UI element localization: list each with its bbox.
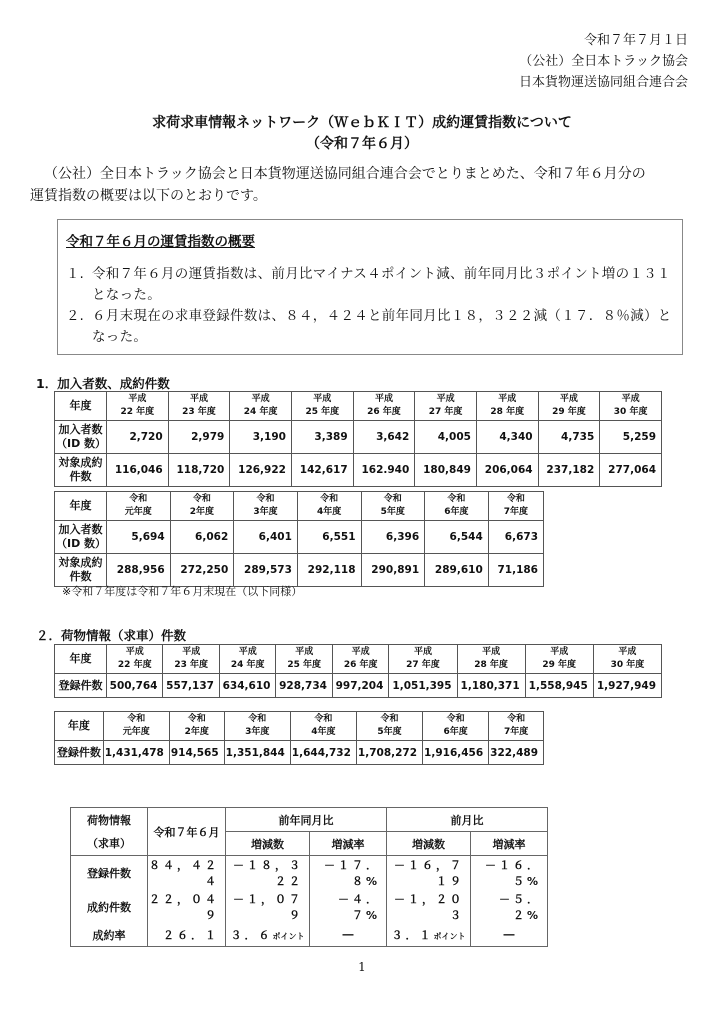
year-label: 30 年度 (613, 407, 648, 417)
yoy-rate-cell: ― (310, 924, 387, 946)
value-cell: 292,118 (297, 554, 361, 587)
current-value: ２２，０４９ (148, 890, 226, 924)
value-cell: 162.940 (353, 454, 415, 487)
summary-item-number: ２. (66, 308, 84, 324)
value-cell: 180,849 (415, 454, 477, 487)
mom-count-cell (387, 924, 471, 946)
year-column-header (291, 392, 353, 421)
year-label: 25 年度 (305, 407, 340, 417)
table-header-row (55, 712, 544, 741)
era-label: 令和 (192, 494, 211, 504)
value-cell: 118,720 (168, 454, 230, 487)
row-label: 登録件数 (71, 856, 148, 891)
value-cell: 71,186 (488, 554, 543, 587)
era-label: 平成 (125, 647, 144, 657)
year-label: 24 年度 (243, 407, 278, 417)
year-label: 26 年度 (343, 660, 378, 670)
era-label: 平成 (550, 647, 569, 657)
year-label: 7年度 (503, 507, 528, 517)
mom-count-value: ３．１ (391, 928, 434, 942)
era-label: 平成 (559, 394, 578, 404)
year-label: 24 年度 (230, 660, 265, 670)
yoy-count-cell (226, 856, 310, 891)
year-column-header (168, 392, 230, 421)
year-column-header (170, 492, 234, 521)
era-label: 平成 (374, 394, 393, 404)
letterhead (519, 30, 688, 93)
era-label: 平成 (498, 394, 517, 404)
year-label: 27 年度 (406, 660, 440, 670)
year-label: 7年度 (503, 727, 529, 737)
yoy-group-header: 前年同月比 (226, 808, 387, 832)
table-row (55, 521, 544, 554)
value-cell: 1,927,949 (593, 674, 661, 698)
era-label: 平成 (618, 647, 637, 657)
year-column-header (107, 645, 163, 674)
row-label: 成約率 (71, 924, 148, 946)
year-column-header (356, 712, 422, 741)
year-label: 28 年度 (474, 660, 508, 670)
year-label: 元年度 (124, 507, 152, 517)
summary-header-row (71, 808, 548, 832)
table-row (55, 421, 662, 454)
year-header-cell: 年度 (55, 712, 104, 741)
year-label: 2年度 (189, 507, 215, 517)
year-column-header (219, 645, 275, 674)
value-cell: 1,351,844 (224, 741, 290, 765)
table-header-row (55, 492, 544, 521)
era-label: 平成 (182, 647, 201, 657)
year-column-header (290, 712, 356, 741)
value-cell: 237,182 (538, 454, 600, 487)
issue-date: 令和７年７月１日 (583, 33, 688, 48)
era-label: 令和 (129, 494, 148, 504)
value-cell: 206,064 (476, 454, 538, 487)
year-column-header (389, 645, 457, 674)
footnote: ※令和７年度は令和７年６月末現在（以下同様） (62, 585, 303, 598)
year-column-header (163, 645, 219, 674)
value-cell: 272,250 (170, 554, 234, 587)
value-cell: 277,064 (600, 454, 662, 487)
era-label: 令和 (127, 714, 146, 724)
year-column-header (415, 392, 477, 421)
value-cell: 1,180,371 (457, 674, 525, 698)
era-label: 令和 (507, 714, 526, 724)
era-label: 令和 (380, 714, 399, 724)
summary-subheader-row (71, 832, 548, 856)
row-label-line: 加入者数 (58, 423, 103, 436)
year-column-header (600, 392, 662, 421)
summary-heading: 令和７年６月の運賃指数の概要 (66, 234, 255, 250)
row-label-cell (55, 454, 107, 487)
corner-label: 荷物情報 (71, 808, 148, 832)
era-label: 平成 (128, 394, 147, 404)
era-label: 令和 (248, 714, 267, 724)
era-label: 平成 (295, 647, 314, 657)
year-column-header (103, 712, 169, 741)
year-label: 4年度 (311, 727, 336, 737)
year-column-header (224, 712, 290, 741)
year-label: 25 年度 (287, 660, 322, 670)
value-cell: 4,340 (476, 421, 538, 454)
era-label: 令和 (447, 494, 466, 504)
row-label-line: 件数 (69, 470, 92, 483)
summary-item-text: 令和７年６月の運賃指数は、前月比マイナス４ポイント減、前年同月比３ポイント増の１３１となった。 (92, 266, 671, 303)
year-header-cell: 年度 (55, 645, 107, 674)
yoy-rate-cell: －１７．８% (310, 856, 387, 891)
value-cell: 142,617 (291, 454, 353, 487)
section-2-title: ２．荷物情報（求車）件数 (36, 628, 187, 643)
era-label: 平成 (251, 394, 270, 404)
value-cell: 997,204 (332, 674, 388, 698)
year-column-header (488, 492, 543, 521)
summary-item (66, 264, 674, 306)
year-label: 29 年度 (542, 660, 577, 670)
value-cell: 126,922 (230, 454, 292, 487)
year-header-cell: 年度 (55, 492, 107, 521)
value-cell: 2,720 (107, 421, 169, 454)
year-label: 22 年度 (120, 407, 155, 417)
year-label: 26 年度 (367, 407, 401, 417)
era-label: 令和 (256, 494, 275, 504)
year-header-cell: 年度 (55, 392, 107, 421)
value-cell: 928,734 (276, 674, 332, 698)
row-label-cell (55, 554, 107, 587)
year-column-header (353, 392, 415, 421)
year-column-header (476, 392, 538, 421)
value-cell: 1,558,945 (525, 674, 593, 698)
summary-item-number: １. (66, 266, 84, 282)
summary-item-text: ６月末現在の求車登録件数は、８４，４２４と前年同月比１８，３２２減（１７．８％減）となった。 (92, 308, 672, 345)
value-cell: 4,735 (538, 421, 600, 454)
mom-rate-cell: －１６．５% (471, 856, 548, 891)
year-label: 28 年度 (490, 407, 525, 417)
mom-rate-header: 増減率 (471, 832, 548, 856)
registrations-table-reiwa (54, 711, 544, 765)
value-cell: 6,551 (297, 521, 361, 554)
value-cell: 4,005 (415, 421, 477, 454)
document-title (0, 113, 724, 155)
table-row (55, 454, 662, 487)
year-label: 30 年度 (610, 660, 645, 670)
value-cell: 6,062 (170, 521, 234, 554)
era-label: 平成 (436, 394, 455, 404)
year-column-header (457, 645, 525, 674)
row-label-line: （ID 数） (56, 537, 107, 550)
year-column-header (425, 492, 489, 521)
yoy-count-header: 増減数 (226, 832, 310, 856)
table-row (55, 741, 544, 765)
year-label: 22 年度 (117, 660, 152, 670)
summary-item (66, 306, 674, 348)
value-cell: 288,956 (107, 554, 171, 587)
value-cell: 634,610 (219, 674, 275, 698)
year-label: 23 年度 (182, 407, 216, 417)
issuer-org-1: （公社）全日本トラック協会 (519, 54, 688, 69)
value-cell: 290,891 (361, 554, 425, 587)
yoy-rate-cell: －４．７% (310, 890, 387, 924)
row-label-line: 対象成約 (58, 556, 103, 569)
value-cell: 6,401 (234, 521, 298, 554)
era-label: 令和 (314, 714, 333, 724)
era-label: 平成 (189, 394, 208, 404)
year-column-header (525, 645, 593, 674)
summary-row (71, 856, 548, 891)
value-cell: 3,190 (230, 421, 292, 454)
value-cell: 3,389 (291, 421, 353, 454)
summary-box (57, 219, 683, 355)
era-label: 平成 (413, 647, 432, 657)
row-label-line: （ID 数） (56, 437, 107, 450)
page-number: 1 (358, 960, 366, 974)
year-label: 27 年度 (428, 407, 463, 417)
value-cell: 289,610 (425, 554, 489, 587)
yoy-count-value: ３．６ (230, 928, 273, 942)
value-cell: 557,137 (163, 674, 219, 698)
title-line-2: （令和７年６月） (306, 136, 418, 152)
value-cell: 116,046 (107, 454, 169, 487)
value-cell: 1,916,456 (423, 741, 489, 765)
year-column-header (107, 492, 171, 521)
mom-rate-cell: ― (471, 924, 548, 946)
year-column-header (230, 392, 292, 421)
row-label-cell: 登録件数 (55, 674, 107, 698)
year-label: 5年度 (380, 507, 405, 517)
year-label: 3年度 (253, 507, 278, 517)
table-row (55, 674, 662, 698)
summary-row (71, 924, 548, 946)
value-cell: 6,544 (425, 521, 489, 554)
era-label: 平成 (482, 647, 501, 657)
year-column-header (276, 645, 332, 674)
year-column-header (361, 492, 425, 521)
intro-line-2: 運賃指数の概要は以下のとおりです。 (30, 188, 267, 204)
row-label-cell: 登録件数 (55, 741, 104, 765)
value-cell: 289,573 (234, 554, 298, 587)
corner-label: （求車） (71, 832, 148, 856)
year-label: 29 年度 (552, 407, 586, 417)
value-cell: 2,979 (168, 421, 230, 454)
year-label: 6年度 (444, 507, 469, 517)
value-cell: 1,644,732 (290, 741, 356, 765)
era-label: 令和 (446, 714, 465, 724)
row-label-cell (55, 421, 107, 454)
issuer-org-2: 日本貨物運送協同組合連合会 (518, 75, 688, 90)
summary-row (71, 890, 548, 924)
registrations-table-heisei (54, 644, 662, 698)
era-label: 令和 (320, 494, 339, 504)
value-cell: 500,764 (107, 674, 163, 698)
era-label: 令和 (187, 714, 206, 724)
month-header: 令和７年６月 (148, 808, 226, 856)
year-label: 元年度 (122, 727, 150, 737)
era-label: 令和 (506, 494, 525, 504)
year-label: 3年度 (245, 727, 270, 737)
year-column-header (169, 712, 224, 741)
mom-group-header: 前月比 (387, 808, 548, 832)
value-cell: 322,489 (489, 741, 544, 765)
year-label: 5年度 (377, 727, 402, 737)
intro-line-1: （公社）全日本トラック協会と日本貨物運送協同組合連合会でとりまとめた、令和７年６月分の (44, 166, 646, 182)
value-cell: 5,694 (107, 521, 171, 554)
era-label: 平成 (238, 647, 257, 657)
value-cell: 1,431,478 (103, 741, 169, 765)
value-cell: 3,642 (353, 421, 415, 454)
section-1-title: 1．加入者数、成約件数 (36, 376, 170, 391)
year-column-header (297, 492, 361, 521)
year-column-header (234, 492, 298, 521)
mom-rate-cell: －５．２% (471, 890, 548, 924)
era-label: 令和 (383, 494, 402, 504)
yoy-rate-header: 増減率 (310, 832, 387, 856)
row-label-cell (55, 521, 107, 554)
yoy-count-unit: ポイント (272, 931, 305, 941)
mom-count-cell (387, 890, 471, 924)
current-value: ８４，４２４ (148, 856, 226, 891)
year-column-header (107, 392, 169, 421)
year-column-header (538, 392, 600, 421)
mom-count-value: －１６，７１９ (394, 859, 464, 888)
era-label: 平成 (621, 394, 640, 404)
value-cell: 6,396 (361, 521, 425, 554)
year-column-header (489, 712, 544, 741)
table-row (55, 554, 544, 587)
row-label-line: 加入者数 (58, 523, 103, 536)
year-column-header (593, 645, 661, 674)
mom-count-header: 増減数 (387, 832, 471, 856)
row-label: 成約件数 (71, 890, 148, 924)
value-cell: 5,259 (600, 421, 662, 454)
intro-paragraph (30, 163, 694, 207)
yoy-count-value: －１，０７９ (233, 893, 303, 922)
value-cell: 1,051,395 (389, 674, 457, 698)
year-label: 6年度 (443, 727, 468, 737)
yoy-count-cell (226, 890, 310, 924)
yoy-count-cell (226, 924, 310, 946)
subscribers-table-heisei (54, 391, 662, 487)
mom-count-unit: ポイント (433, 931, 466, 941)
mom-count-cell (387, 856, 471, 891)
year-label: 4年度 (317, 507, 342, 517)
value-cell: 6,673 (488, 521, 543, 554)
monthly-summary-table (70, 807, 548, 947)
table-header-row (55, 645, 662, 674)
table-header-row (55, 392, 662, 421)
year-label: 2年度 (184, 727, 209, 737)
title-line-1: 求荷求車情報ネットワーク（ＷｅｂＫＩＴ）成約運賃指数について (152, 115, 572, 131)
mom-count-value: －１，２０３ (394, 893, 464, 922)
row-label-line: 対象成約 (58, 456, 103, 469)
year-label: 23 年度 (174, 660, 209, 670)
value-cell: 1,708,272 (356, 741, 422, 765)
subscribers-table-reiwa (54, 491, 544, 587)
year-column-header (332, 645, 388, 674)
yoy-count-value: －１８，３２２ (233, 859, 303, 888)
row-label-line: 件数 (69, 570, 92, 583)
era-label: 平成 (313, 394, 332, 404)
value-cell: 914,565 (169, 741, 224, 765)
era-label: 平成 (351, 647, 370, 657)
current-value: ２６．１ (148, 924, 226, 946)
year-column-header (423, 712, 489, 741)
